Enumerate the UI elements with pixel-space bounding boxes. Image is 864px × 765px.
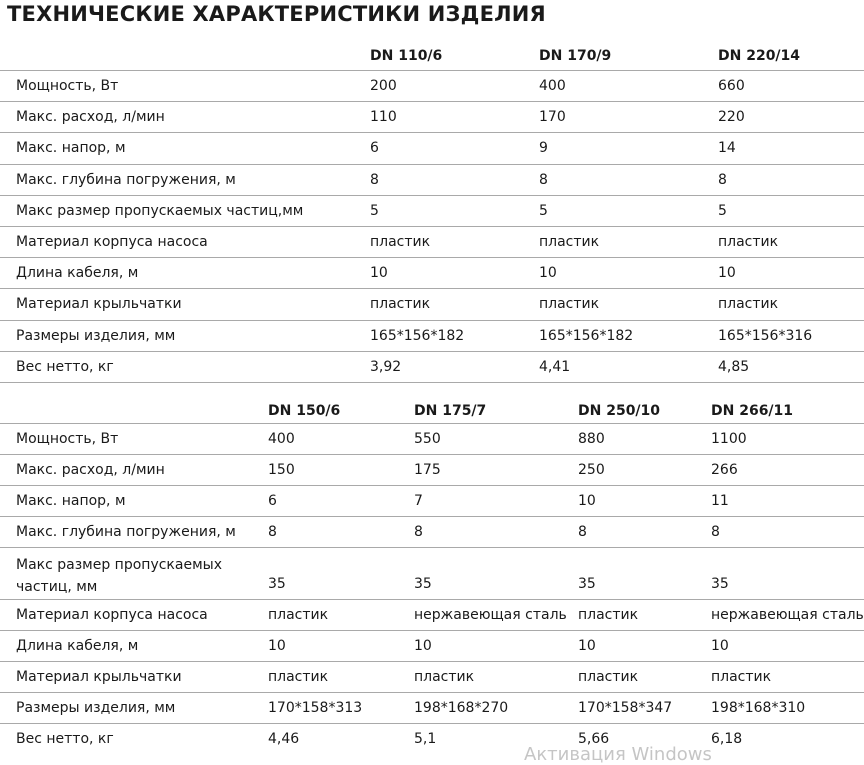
- table-row: [0, 724, 864, 755]
- table-row: [0, 102, 864, 133]
- table-row: [0, 133, 864, 164]
- cell-value: пластик: [268, 607, 329, 623]
- column-header: DN 250/10: [578, 403, 661, 419]
- cell-value: 198*168*270: [414, 700, 509, 716]
- cell-value: 35: [414, 576, 432, 592]
- cell-value: нержавеющая сталь: [711, 607, 864, 623]
- row-label: Макс. расход, л/мин: [16, 462, 165, 478]
- cell-value: 5,1: [414, 731, 437, 747]
- page-title: ТЕХНИЧЕСКИЕ ХАРАКТЕРИСТИКИ ИЗДЕЛИЯ: [7, 2, 546, 26]
- row-label: Размеры изделия, мм: [16, 327, 176, 344]
- column-header: DN 110/6: [370, 48, 443, 64]
- cell-value: 5: [539, 202, 548, 219]
- row-label: Размеры изделия, мм: [16, 700, 176, 716]
- activation-watermark: Активация Windows: [524, 744, 712, 765]
- cell-value: 150: [268, 462, 295, 478]
- cell-value: 8: [414, 524, 423, 540]
- cell-value: 6: [268, 493, 277, 509]
- cell-value: 6,18: [711, 731, 743, 747]
- column-header: DN 220/14: [718, 48, 801, 64]
- cell-value: пластик: [370, 296, 431, 313]
- row-label: Материал корпуса насоса: [16, 607, 208, 623]
- cell-value: 8: [539, 171, 548, 188]
- table-row: [0, 165, 864, 196]
- cell-value: пластик: [370, 233, 431, 250]
- table-row: [0, 258, 864, 289]
- cell-value: 266: [711, 462, 738, 478]
- row-label: Длина кабеля, м: [16, 638, 139, 654]
- cell-value: 550: [414, 431, 441, 447]
- table-row: [0, 455, 864, 486]
- table-row: [0, 486, 864, 517]
- cell-value: 1100: [711, 431, 747, 447]
- cell-value: 170*158*347: [578, 700, 673, 716]
- row-label: Макс. расход, л/мин: [16, 109, 165, 126]
- row-label: Длина кабеля, м: [16, 265, 139, 282]
- row-label: Макс размер пропускаемых частиц, мм: [16, 557, 222, 595]
- row-label: Вес нетто, кг: [16, 358, 114, 375]
- cell-value: 198*168*310: [711, 700, 806, 716]
- column-header: DN 170/9: [539, 48, 612, 64]
- cell-value: пластик: [578, 607, 639, 623]
- row-label: Макс. глубина погружения, м: [16, 524, 236, 540]
- cell-value: 8: [268, 524, 277, 540]
- table-row: [0, 600, 864, 631]
- cell-value: 10: [539, 265, 557, 282]
- cell-value: 200: [370, 78, 397, 94]
- row-label: Материал крыльчатки: [16, 669, 182, 685]
- table-row: [0, 424, 864, 455]
- cell-value: 220: [718, 109, 745, 126]
- cell-value: 14: [718, 140, 736, 157]
- row-label: Материал корпуса насоса: [16, 233, 208, 250]
- cell-value: 170*158*313: [268, 700, 363, 716]
- cell-value: 660: [718, 78, 745, 94]
- cell-value: пластик: [539, 233, 600, 250]
- cell-value: 165*156*182: [539, 327, 634, 344]
- table-row: [0, 517, 864, 548]
- cell-value: пластик: [268, 669, 329, 685]
- table-row: [0, 196, 864, 227]
- table-row: [0, 548, 864, 600]
- cell-value: пластик: [718, 296, 779, 313]
- cell-value: 175: [414, 462, 441, 478]
- row-label: Материал крыльчатки: [16, 296, 182, 313]
- cell-value: 170: [539, 109, 566, 126]
- cell-value: 8: [578, 524, 587, 540]
- cell-value: 10: [578, 493, 596, 509]
- cell-value: 9: [539, 140, 548, 157]
- cell-value: 5: [370, 202, 379, 219]
- cell-value: 165*156*316: [718, 327, 813, 344]
- cell-value: 110: [370, 109, 397, 126]
- cell-value: 6: [370, 140, 379, 157]
- table-row: [0, 227, 864, 258]
- cell-value: пластик: [711, 669, 772, 685]
- cell-value: 5,66: [578, 731, 610, 747]
- cell-value: 400: [268, 431, 295, 447]
- cell-value: нержавеющая сталь: [414, 607, 567, 623]
- cell-value: 10: [370, 265, 388, 282]
- column-header: DN 150/6: [268, 403, 341, 419]
- cell-value: 35: [268, 576, 286, 592]
- column-header: DN 175/7: [414, 403, 487, 419]
- cell-value: 10: [718, 265, 736, 282]
- cell-value: 250: [578, 462, 605, 478]
- cell-value: 4,46: [268, 731, 300, 747]
- table-row: [0, 289, 864, 320]
- cell-value: 35: [711, 576, 729, 592]
- row-label: Макс. глубина погружения, м: [16, 171, 236, 188]
- cell-value: пластик: [718, 233, 779, 250]
- table-row: [0, 693, 864, 724]
- cell-value: 8: [711, 524, 720, 540]
- table-row: [0, 631, 864, 662]
- cell-value: 10: [268, 638, 286, 654]
- table-row: [0, 321, 864, 352]
- table-row: [0, 352, 864, 383]
- cell-value: 7: [414, 493, 423, 509]
- row-label: Макс размер пропускаемых частиц,мм: [16, 202, 304, 219]
- cell-value: 4,85: [718, 358, 750, 375]
- row-label: Макс. напор, м: [16, 493, 126, 509]
- cell-value: 4,41: [539, 358, 571, 375]
- cell-value: 3,92: [370, 358, 402, 375]
- row-label: Вес нетто, кг: [16, 731, 114, 747]
- cell-value: 10: [578, 638, 596, 654]
- cell-value: 8: [718, 171, 727, 188]
- cell-value: пластик: [539, 296, 600, 313]
- cell-value: 400: [539, 78, 566, 94]
- column-header: DN 266/11: [711, 403, 794, 419]
- row-label: Макс. напор, м: [16, 140, 126, 157]
- cell-value: 35: [578, 576, 596, 592]
- table-header-row: [0, 38, 864, 71]
- spec-table-2: [0, 400, 864, 755]
- cell-value: 880: [578, 431, 605, 447]
- spec-table-1: [0, 38, 864, 383]
- table-row: [0, 662, 864, 693]
- table-row: [0, 71, 864, 102]
- cell-value: 10: [414, 638, 432, 654]
- cell-value: 5: [718, 202, 727, 219]
- row-label: Мощность, Вт: [16, 78, 119, 94]
- cell-value: пластик: [578, 669, 639, 685]
- cell-value: пластик: [414, 669, 475, 685]
- cell-value: 10: [711, 638, 729, 654]
- cell-value: 165*156*182: [370, 327, 465, 344]
- table-header-row: [0, 400, 864, 424]
- cell-value: 8: [370, 171, 379, 188]
- cell-value: 11: [711, 493, 729, 509]
- row-label: Мощность, Вт: [16, 431, 119, 447]
